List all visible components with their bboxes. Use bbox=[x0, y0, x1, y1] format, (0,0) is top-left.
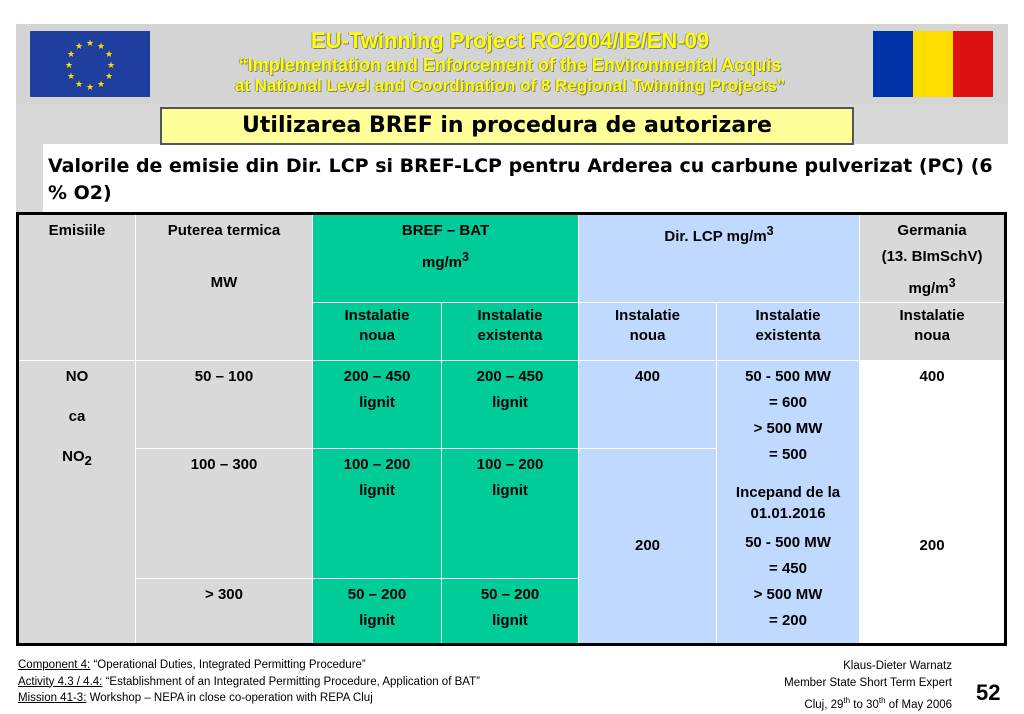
header-germania: Germania (13. BImSchV) $mg/m^3$ bbox=[860, 214, 1006, 303]
svg-text:★: ★ bbox=[64, 61, 74, 71]
ro-flag-blue bbox=[873, 31, 913, 97]
header-lcp: Dir. LCP $mg/m^3$ bbox=[579, 214, 860, 303]
bref-new-2: 100 – 200 lignit bbox=[313, 449, 442, 579]
page-number: 52 bbox=[976, 680, 1001, 705]
romania-flag-icon bbox=[873, 31, 993, 97]
svg-text:★: ★ bbox=[106, 61, 116, 71]
svg-text:★: ★ bbox=[96, 42, 106, 52]
svg-text:★: ★ bbox=[66, 50, 76, 60]
header-putere: Puterea termica MW bbox=[136, 214, 313, 361]
germ-new-1: 400 bbox=[860, 361, 1006, 449]
footer-mission: Mission 41-3: Workshop – NEPA in close co-operation with REPA Cluj bbox=[18, 692, 373, 704]
bref-new-1: 200 – 450 lignit bbox=[313, 361, 442, 449]
eu-stars-icon bbox=[30, 31, 150, 97]
bref-exist-2: 100 – 200 lignit bbox=[442, 449, 579, 579]
svg-text:★: ★ bbox=[104, 50, 114, 60]
header-emisiile: Emisiile bbox=[18, 214, 136, 361]
power-range-2: 100 – 300 bbox=[136, 449, 313, 579]
svg-text:★: ★ bbox=[96, 80, 106, 90]
footer-left bbox=[18, 657, 480, 707]
power-range-3: > 300 bbox=[136, 579, 313, 645]
svg-text:★: ★ bbox=[74, 80, 84, 90]
sub-germ-noua: Instalatie noua bbox=[860, 303, 1006, 361]
ro-flag-yellow bbox=[913, 31, 953, 97]
svg-text:★: ★ bbox=[104, 72, 114, 82]
eu-flag-icon bbox=[30, 31, 150, 97]
power-range-1: 50 – 100 bbox=[136, 361, 313, 449]
bref-exist-1: 200 – 450 lignit bbox=[442, 361, 579, 449]
project-subtitle-line2: at National Level and Coordination of 8 Regional Twinning Projects” bbox=[234, 76, 786, 95]
footer-date: Cluj, 29th to 30th of May 2006 bbox=[804, 696, 952, 711]
project-subtitle-line1: “Implementation and Enforcement of the Environmental Acquis bbox=[238, 55, 782, 75]
sub-lcp-noua: Instalatie noua bbox=[579, 303, 717, 361]
lcp-new-1: 400 bbox=[579, 361, 717, 449]
slide-heading: Valorile de emisie din Dir. LCP si BREF-LCP pentru Arderea cu carbune pulverizat (PC) (6 % O2) bbox=[48, 155, 993, 204]
sub-bref-existenta: Instalatie existenta bbox=[442, 303, 579, 361]
sub-lcp-existenta: Instalatie existenta bbox=[717, 303, 860, 361]
svg-text:★: ★ bbox=[66, 72, 76, 82]
bref-exist-3: 50 – 200 lignit bbox=[442, 579, 579, 645]
germ-new-merged: 200 bbox=[860, 449, 1006, 645]
footer-right bbox=[720, 658, 952, 714]
project-title: EU-Twinning Project RO2004/IB/EN-09 bbox=[310, 28, 710, 53]
sub-bref-noua: Instalatie noua bbox=[313, 303, 442, 361]
header-bref: BREF – BAT $mg/m^3$ bbox=[313, 214, 579, 303]
footer-activity: Activity 4.3 / 4.4: “Establishment of an Integrated Permitting Procedure, Application of BAT” bbox=[18, 675, 480, 688]
pollutant-cell: NO ca $NO_2$ bbox=[18, 361, 136, 645]
svg-text:★: ★ bbox=[85, 83, 95, 93]
ro-flag-red bbox=[953, 31, 993, 97]
slide-subtitle: Utilizarea BREF in procedura de autorizare bbox=[160, 107, 854, 145]
svg-text:★: ★ bbox=[85, 39, 95, 49]
lcp-new-merged: 200 bbox=[579, 449, 717, 645]
bref-new-3: 50 – 200 lignit bbox=[313, 579, 442, 645]
footer-role: Member State Short Term Expert bbox=[784, 677, 952, 689]
footer-component: Component 4: “Operational Duties, Integrated Permitting Procedure” bbox=[18, 659, 366, 671]
footer-author: Klaus-Dieter Warnatz bbox=[843, 660, 952, 672]
svg-text:★: ★ bbox=[74, 42, 84, 52]
lcp-existenta-values: 50 - 500 MW = 600 > 500 MW = 500 Incepand de la 01.01.2016 50 - 500 MW = 450 > 500 MW = 200 bbox=[717, 361, 860, 645]
emission-table bbox=[16, 212, 1007, 646]
